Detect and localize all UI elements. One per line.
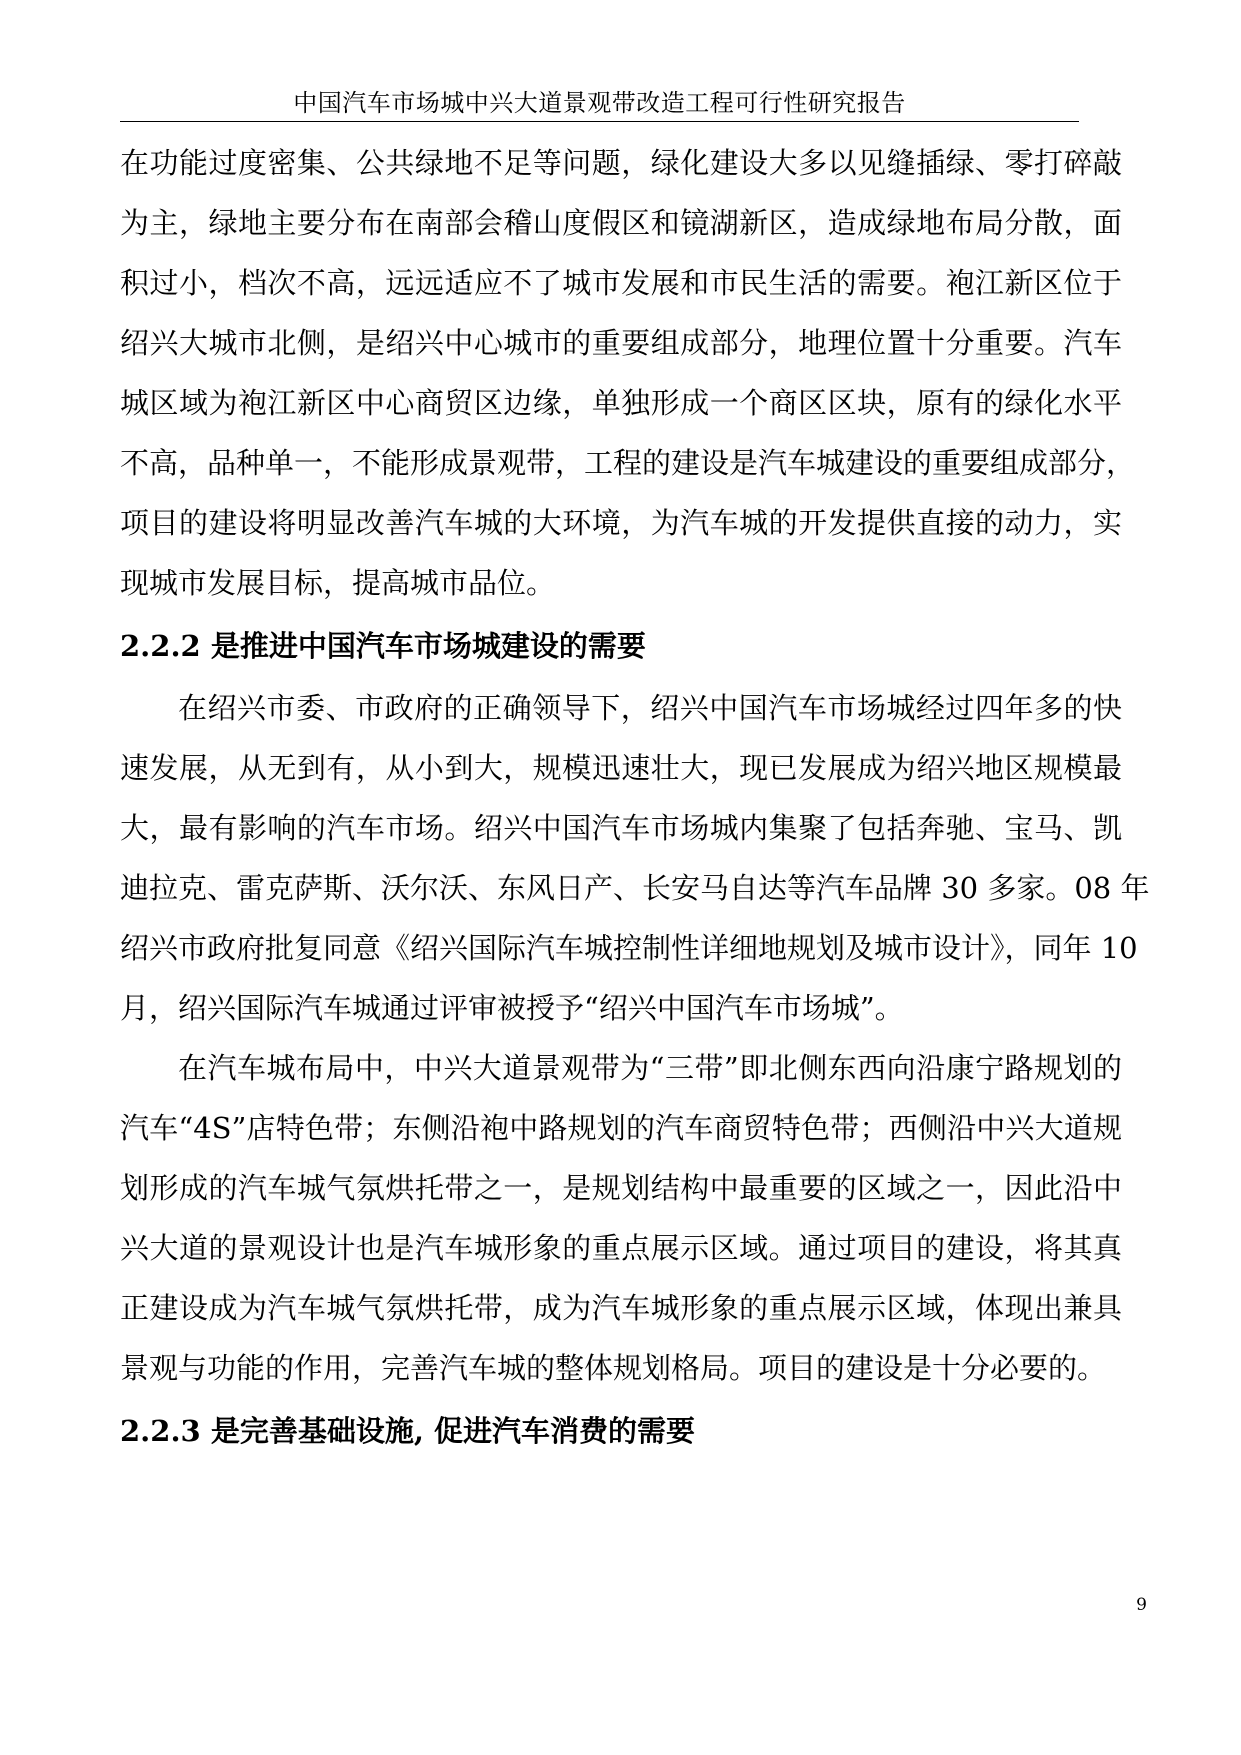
text-line: 速发展，从无到有，从小到大，规模迅速壮大，现已发展成为绍兴地区规模最 <box>120 751 1122 785</box>
text-line: 现城市发展目标，提高城市品位。 <box>120 566 556 600</box>
text-line: 城区域为袍江新区中心商贸区边缘，单独形成一个商区区块，原有的绿化水平 <box>120 386 1122 420</box>
text-line: 兴大道的景观设计也是汽车城形象的重点展示区域。通过项目的建设，将其真 <box>120 1231 1122 1265</box>
text-line: 在汽车城布局中，中兴大道景观带为“三带”即北侧东西向沿康宁路规划的 <box>178 1051 1122 1085</box>
text-line: 正建设成为汽车城气氛烘托带，成为汽车城形象的重点展示区域，体现出兼具 <box>120 1291 1122 1325</box>
text-line: 月，绍兴国际汽车城通过评审被授予“绍兴中国汽车市场城”。 <box>120 991 904 1025</box>
text-line: 划形成的汽车城气氛烘托带之一，是规划结构中最重要的区域之一，因此沿中 <box>120 1171 1122 1205</box>
page-number: 9 <box>1136 1595 1147 1615</box>
text-line: 绍兴大城市北侧，是绍兴中心城市的重要组成部分，地理位置十分重要。汽车 <box>120 326 1122 360</box>
text-line: 在功能过度密集、公共绿地不足等问题，绿化建设大多以见缝插绿、零打碎敲 <box>120 146 1122 180</box>
section-heading-2-2-2: 2.2.2 是推进中国汽车市场城建设的需要 <box>120 629 646 663</box>
text-line: 积过小，档次不高，远远适应不了城市发展和市民生活的需要。袍江新区位于 <box>120 266 1122 300</box>
text-line: 在绍兴市委、市政府的正确领导下，绍兴中国汽车市场城经过四年多的快 <box>178 691 1122 725</box>
header-divider <box>120 121 1079 122</box>
section-heading-2-2-3: 2.2.3 是完善基础设施, 促进汽车消费的需要 <box>120 1414 696 1448</box>
text-line: 大，最有影响的汽车市场。绍兴中国汽车市场城内集聚了包括奔驰、宝马、凯 <box>120 811 1122 845</box>
text-line: 项目的建设将明显改善汽车城的大环境，为汽车城的开发提供直接的动力，实 <box>120 506 1122 540</box>
text-line: 迪拉克、雷克萨斯、沃尔沃、东风日产、长安马自达等汽车品牌 30 多家。08 年 <box>120 871 1150 905</box>
text-line: 不高，品种单一，不能形成景观带，工程的建设是汽车城建设的重要组成部分， <box>120 446 1136 480</box>
text-line: 绍兴市政府批复同意《绍兴国际汽车城控制性详细地规划及城市设计》，同年 10 <box>120 931 1138 965</box>
text-line: 汽车“4S”店特色带；东侧沿袍中路规划的汽车商贸特色带；西侧沿中兴大道规 <box>120 1111 1122 1145</box>
text-line: 景观与功能的作用，完善汽车城的整体规划格局。项目的建设是十分必要的。 <box>120 1351 1107 1385</box>
running-header: 中国汽车市场城中兴大道景观带改造工程可行性研究报告 <box>293 89 906 117</box>
text-line: 为主，绿地主要分布在南部会稽山度假区和镜湖新区，造成绿地布局分散，面 <box>120 206 1122 240</box>
